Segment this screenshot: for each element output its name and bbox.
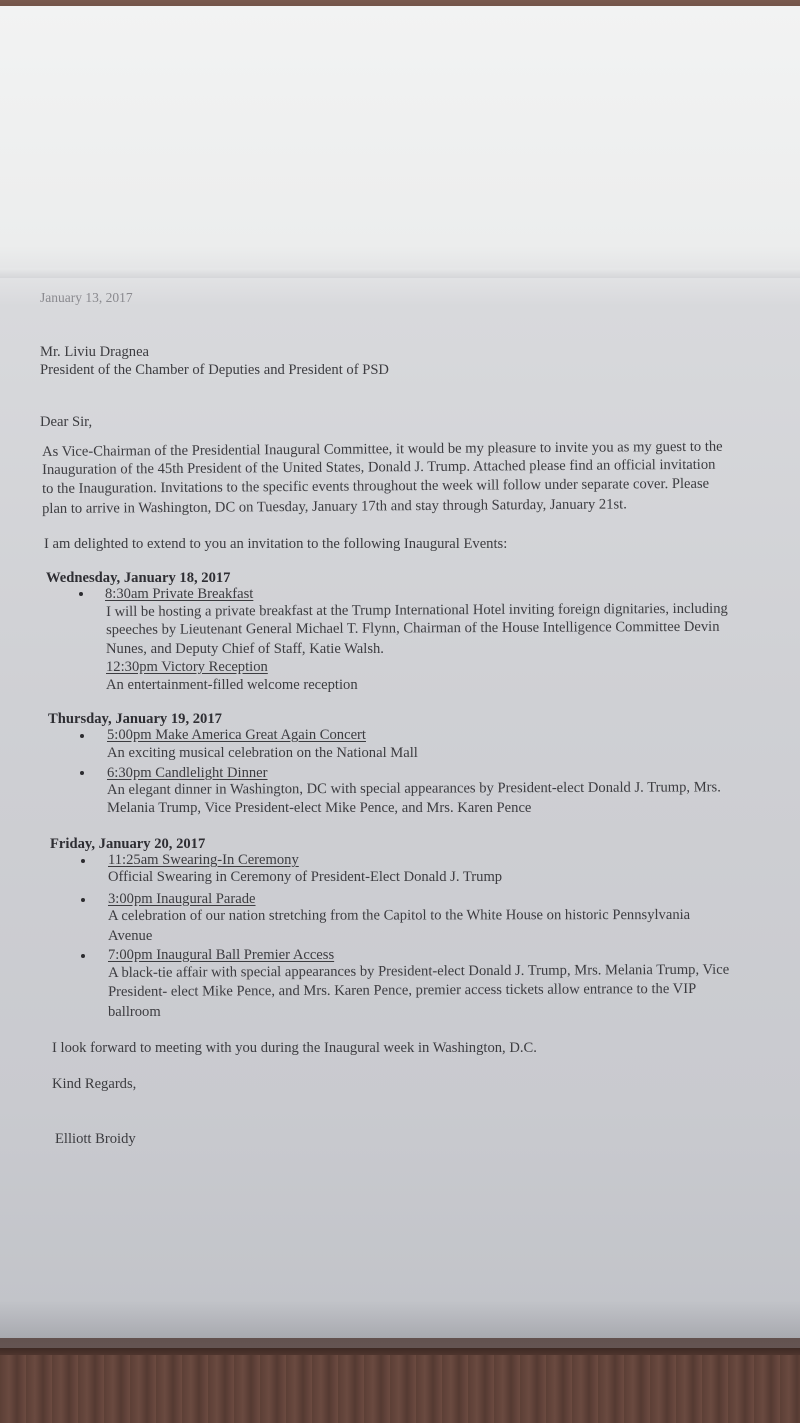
- day-heading: Wednesday, January 18, 2017: [46, 570, 231, 586]
- day-heading: Friday, January 20, 2017: [50, 836, 206, 852]
- event-title: 5:00pm Make America Great Again Concert: [107, 727, 366, 743]
- letter-date: January 13, 2017: [40, 290, 133, 305]
- event-title: 8:30am Private Breakfast: [105, 586, 254, 602]
- event-description: A black-tie affair with special appearances by President-elect Donald J. Trump, Mrs. Melania Trump, Vice: [108, 961, 730, 981]
- event-description: Nunes, and Deputy Chief of Staff, Katie Walsh.: [106, 641, 384, 657]
- event-title: 6:30pm Candlelight Dinner: [107, 765, 268, 781]
- event-title: 11:25am Swearing-In Ceremony: [108, 852, 299, 868]
- intro-line: Inauguration of the 45th President of the United States, Donald J. Trump. Attached please find an official invitation: [42, 456, 716, 478]
- event-description: A celebration of our nation stretching from the Capitol to the White House on historic Pennsylvania: [108, 906, 691, 924]
- closing-line: I look forward to meeting with you during the Inaugural week in Washington, D.C.: [52, 1040, 537, 1056]
- event-description: speeches by Lieutenant General Michael T. Flynn, Chairman of the House Intelligence Committee Devin: [106, 618, 720, 638]
- event-description: I will be hosting a private breakfast at the Trump International Hotel inviting foreign dignitaries, including: [106, 600, 728, 620]
- desk-surface-bottom: [0, 1355, 800, 1423]
- event-title: 7:00pm Inaugural Ball Premier Access: [108, 947, 335, 963]
- recipient-name: Mr. Liviu Dragnea: [40, 344, 150, 360]
- event-description: An entertainment-filled welcome reception: [106, 677, 358, 693]
- event-description: Avenue: [108, 928, 153, 944]
- sign-off: Kind Regards,: [52, 1076, 137, 1092]
- intro-line: plan to arrive in Washington, DC on Tuesday, January 17th and stay through Saturday, January 21st.: [42, 496, 627, 517]
- events-intro: I am delighted to extend to you an invitation to the following Inaugural Events:: [44, 536, 508, 552]
- event-description: President- elect Mike Pence, and Mrs. Karen Pence, premier access tickets allow entrance to the VIP: [108, 980, 697, 1000]
- event-description: An exciting musical celebration on the National Mall: [107, 745, 418, 761]
- event-title: 12:30pm Victory Reception: [106, 659, 268, 675]
- intro-line: to the Inauguration. Invitations to the specific events throughout the week will follow under separate cover. Please: [42, 475, 710, 497]
- bullet-icon: [81, 859, 85, 863]
- event-description: Melania Trump, Vice President-elect Mike Pence, and Mrs. Karen Pence: [107, 800, 532, 816]
- paper-fold: [0, 268, 800, 278]
- event-description: An elegant dinner in Washington, DC with special appearances by President-elect Donald J. Trump, Mrs.: [107, 779, 721, 798]
- bullet-icon: [80, 771, 84, 775]
- bullet-icon: [79, 592, 83, 596]
- signature-name: Elliott Broidy: [55, 1131, 136, 1147]
- day-heading: Thursday, January 19, 2017: [48, 711, 222, 727]
- event-description: ballroom: [108, 1004, 161, 1020]
- event-description: Official Swearing in Ceremony of President-Elect Donald J. Trump: [108, 869, 503, 885]
- bullet-icon: [81, 898, 85, 902]
- event-title: 3:00pm Inaugural Parade: [108, 891, 256, 907]
- bullet-icon: [81, 954, 85, 958]
- recipient-title: President of the Chamber of Deputies and President of PSD: [40, 362, 389, 378]
- bullet-icon: [80, 734, 84, 738]
- salutation: Dear Sir,: [40, 414, 93, 430]
- intro-line: As Vice-Chairman of the Presidential Inaugural Committee, it would be my pleasure to invite you as my guest to the: [42, 438, 723, 460]
